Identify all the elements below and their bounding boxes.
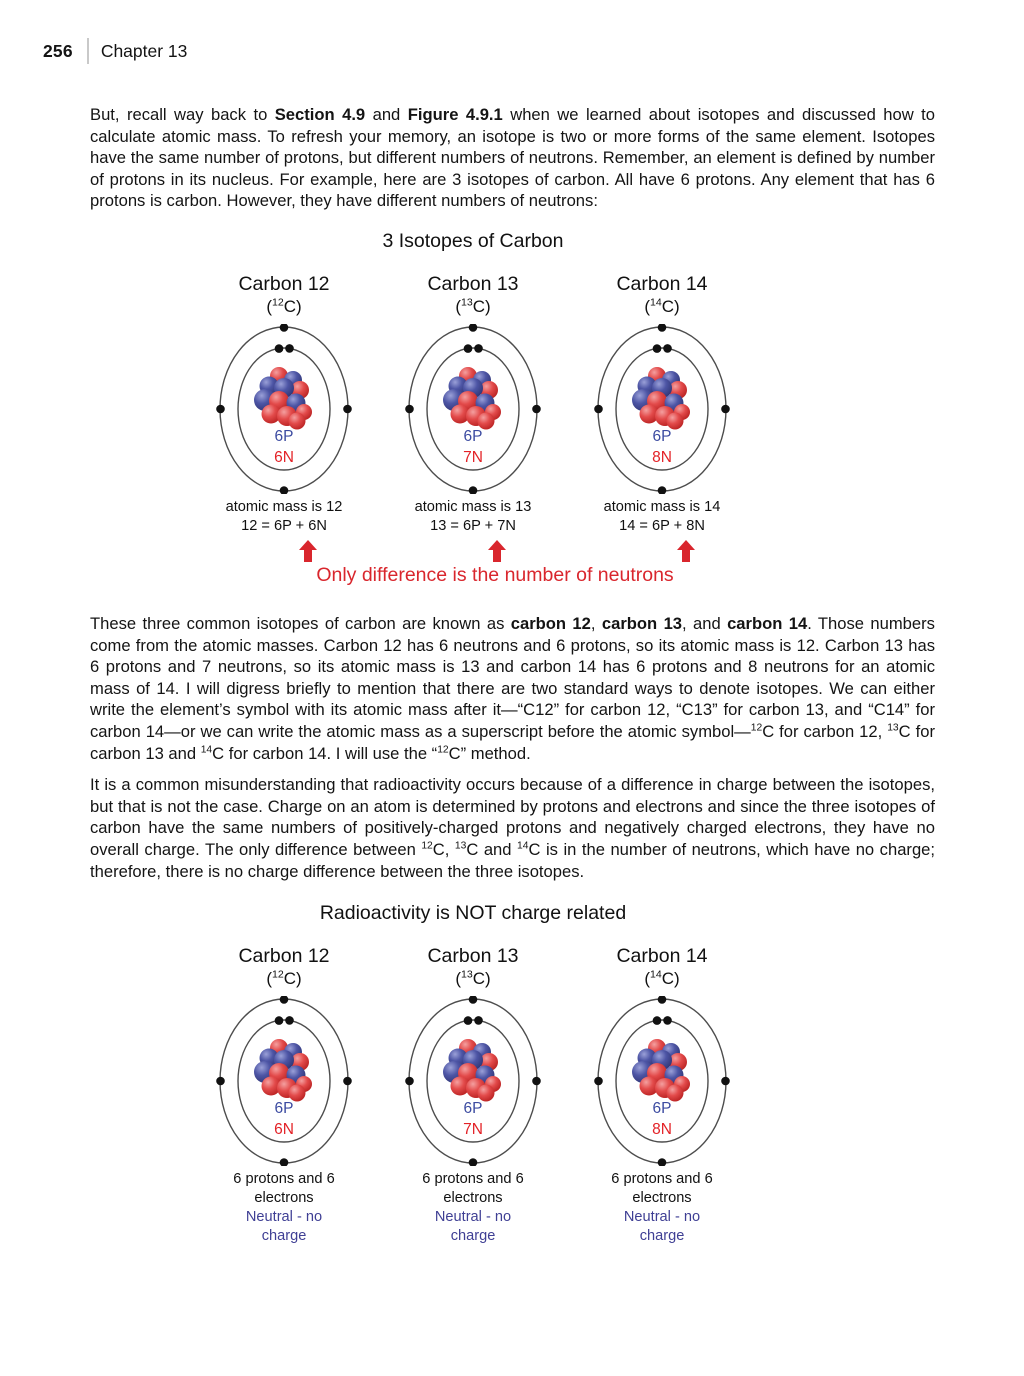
neutrons-label: 6N	[274, 1121, 294, 1139]
atom-name: Carbon 13	[427, 272, 519, 295]
protons-label: 6P	[463, 427, 483, 445]
atom-name: Carbon 14	[616, 272, 708, 295]
atom-carbon-13	[384, 273, 562, 562]
neutral-caption: Neutral - no	[434, 1209, 512, 1226]
atom-name: Carbon 14	[616, 945, 708, 968]
atom-diagram	[209, 996, 359, 1166]
neutrons-label: 7N	[463, 448, 483, 466]
protons-electrons-caption: 6 protons and 6	[422, 1171, 524, 1188]
atom-symbol: ($^{13}$C)	[455, 296, 491, 316]
page-header	[0, 0, 1024, 64]
neutrons-label: 8N	[652, 448, 672, 466]
neutral-caption: Neutral - no	[623, 1209, 701, 1226]
atom-carbon-14	[573, 273, 751, 562]
mass-equation-caption: 13 = 6P + 7N	[430, 517, 516, 534]
figure-title: Radioactivity is NOT charge related	[319, 902, 627, 925]
figure-radioactivity-not-charge	[195, 902, 751, 1246]
atom-carbon-13	[384, 945, 562, 1246]
atom-carbon-14	[573, 945, 751, 1246]
neutrons-label: 6N	[274, 448, 294, 466]
atom-row	[195, 945, 751, 1246]
atom-symbol: ($^{14}$C)	[644, 968, 680, 989]
neutral-caption: Neutral - no	[245, 1209, 323, 1226]
protons-electrons-caption: electrons	[443, 1190, 503, 1207]
header-divider	[87, 38, 89, 64]
atom-diagram	[398, 324, 548, 494]
figure-title: 3 Isotopes of Carbon	[382, 229, 564, 252]
up-arrow-icon	[488, 540, 506, 562]
protons-electrons-caption: 6 protons and 6	[233, 1171, 335, 1188]
protons-label: 6P	[652, 1100, 672, 1118]
protons-electrons-caption: 6 protons and 6	[611, 1171, 713, 1188]
chapter-title: Chapter 13	[100, 40, 188, 61]
atom-diagram	[398, 996, 548, 1166]
atom-carbon-12	[195, 273, 373, 562]
figure-3-isotopes-of-carbon	[195, 230, 751, 587]
atom-row	[195, 273, 751, 562]
up-arrow-icon	[677, 540, 695, 562]
figure-note: Only difference is the number of neutrons	[316, 563, 674, 586]
atomic-mass-caption: atomic mass is 14	[603, 498, 721, 515]
page-number: 256	[43, 40, 73, 61]
atomic-mass-caption: atomic mass is 12	[225, 498, 343, 515]
paragraph-isotopes-intro: But, recall way back to Section 4.9 and Figure 4.9.1 when we learned about isotopes and discussed how to calculate atomic mass. To refresh your memory, an isotope is two or more forms of the same element. Isotopes have the same number of protons, but different numbers of neutrons. Remember, an element is defined by number of protons in its nucleus. For example, here are 3 isotopes of carbon. All have 6 protons. Any element that has 6 protons is carbon. However, they have different numbers of neutrons:	[90, 105, 935, 211]
paragraph-charge-misunderstanding: It is a common misunderstanding that radioactivity occurs because of a difference in charge between the isotopes, but that is not the case. Charge on an atom is determined by protons and electrons and since the three isotopes of carbon have the same numbers of positively-charged protons and negatively charged electrons, they have no overall charge. The only difference between $^{12}$C, $^{13}$C and $^{14}$C is in the number of neutrons, which have no charge; therefore, there is no charge difference between the three isotopes.	[90, 775, 936, 881]
atom-diagram	[587, 996, 737, 1166]
protons-label: 6P	[274, 1100, 294, 1118]
atom-diagram	[209, 324, 359, 494]
atom-carbon-12	[195, 945, 373, 1246]
atomic-mass-caption: atomic mass is 13	[414, 498, 532, 515]
atom-name: Carbon 12	[238, 272, 330, 295]
paragraph-isotope-names: These three common isotopes of carbon are known as carbon 12, carbon 13, and carbon 14. Those numbers come from the atomic masses. Carbon 12 has 6 neutrons and 6 protons, so its atomic mass is 12. Carbon 13 has 6 protons and 7 neutrons, so its atomic mass is 13 and carbon 14 has 6 protons and 8 neutrons for an atomic mass of 14. I will digress briefly to mention that there are two standard ways to denote isotopes. We can either write the element’s symbol with its atomic mass after it—“C12” for carbon 12, “C13” for carbon 13, and “C14” for carbon 14—or we can write the atomic mass as a superscript before the atomic symbol—$^{12}$C for carbon 12, $^{13}$C for carbon 13 and $^{14}$C for carbon 14. I will use the “$^{12}$C” method.	[90, 613, 935, 763]
atom-name: Carbon 13	[427, 945, 519, 968]
neutral-caption: charge	[261, 1228, 307, 1245]
protons-electrons-caption: electrons	[632, 1190, 692, 1207]
atom-name: Carbon 12	[238, 945, 330, 968]
mass-equation-caption: 14 = 6P + 8N	[619, 517, 705, 534]
protons-label: 6P	[652, 427, 672, 445]
atom-symbol: ($^{12}$C)	[266, 296, 302, 316]
protons-electrons-caption: electrons	[254, 1190, 314, 1207]
protons-label: 6P	[274, 427, 294, 445]
atom-diagram	[587, 324, 737, 494]
atom-symbol: ($^{12}$C)	[266, 968, 302, 989]
neutral-caption: charge	[639, 1228, 685, 1245]
up-arrow-icon	[299, 540, 317, 562]
neutrons-label: 8N	[652, 1121, 672, 1139]
atom-symbol: ($^{13}$C)	[455, 968, 491, 989]
mass-equation-caption: 12 = 6P + 6N	[241, 517, 327, 534]
neutrons-label: 7N	[463, 1121, 483, 1139]
neutral-caption: charge	[450, 1228, 496, 1245]
atom-symbol: ($^{14}$C)	[644, 296, 680, 316]
protons-label: 6P	[463, 1100, 483, 1118]
page-body	[90, 104, 935, 1246]
